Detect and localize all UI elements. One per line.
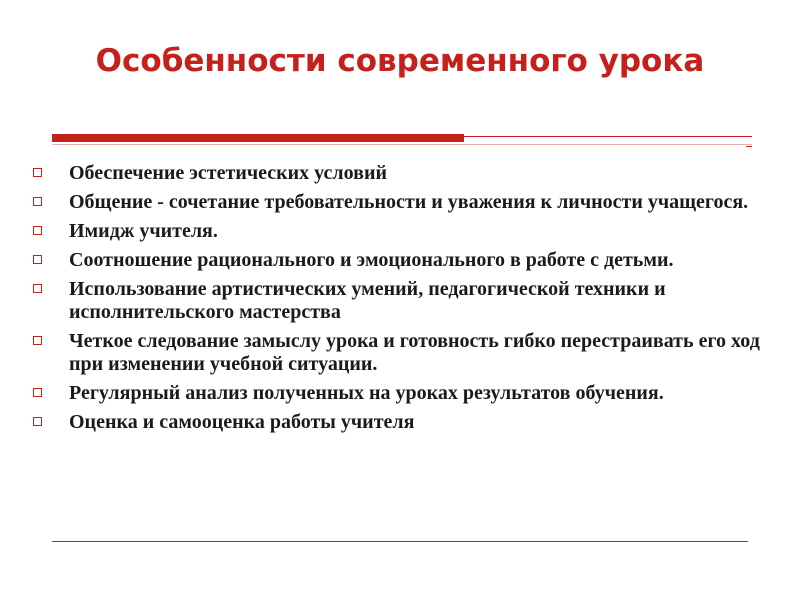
bullet-text: Оценка и самооценка работы учителя bbox=[69, 411, 415, 433]
title-underline-tick bbox=[746, 146, 752, 147]
bullet-text: Регулярный анализ полученных на уроках результатов обучения. bbox=[69, 382, 664, 404]
bullet-item-self-assessment bbox=[30, 411, 760, 434]
bullet-text: Четкое следование замыслу урока и готовность гибко перестраивать его ход при изменении учебной ситуации. bbox=[69, 330, 760, 375]
bullet-item-rational-emotional bbox=[30, 249, 760, 272]
bullet-item-communication bbox=[30, 191, 760, 214]
hollow-square-bullet-icon bbox=[33, 226, 42, 235]
bullet-item-aesthetic-conditions bbox=[30, 162, 760, 185]
title-underline-thick bbox=[52, 134, 464, 142]
bullet-text: Имидж учителя. bbox=[69, 220, 218, 242]
hollow-square-bullet-icon bbox=[33, 255, 42, 264]
bottom-divider bbox=[52, 541, 748, 542]
bullet-list bbox=[30, 162, 760, 440]
hollow-square-bullet-icon bbox=[33, 417, 42, 426]
bullet-item-artistic-skills bbox=[30, 278, 760, 324]
bullet-text: Обеспечение эстетических условий bbox=[69, 162, 387, 184]
bullet-text: Соотношение рационального и эмоционального в работе с детьми. bbox=[69, 249, 674, 271]
hollow-square-bullet-icon bbox=[33, 168, 42, 177]
hollow-square-bullet-icon bbox=[33, 336, 42, 345]
slide-title: Особенности современного урока bbox=[95, 43, 705, 79]
hollow-square-bullet-icon bbox=[33, 197, 42, 206]
bullet-item-lesson-plan bbox=[30, 330, 760, 376]
bullet-item-results-analysis bbox=[30, 382, 760, 405]
hollow-square-bullet-icon bbox=[33, 388, 42, 397]
hollow-square-bullet-icon bbox=[33, 284, 42, 293]
bullet-text: Использование артистических умений, педагогической техники и исполнительского мастерства bbox=[69, 278, 666, 323]
bullet-text: Общение - сочетание требовательности и уважения к личности учащегося. bbox=[69, 191, 749, 213]
title-underline-shadow bbox=[52, 144, 752, 145]
bullet-item-teacher-image bbox=[30, 220, 760, 243]
